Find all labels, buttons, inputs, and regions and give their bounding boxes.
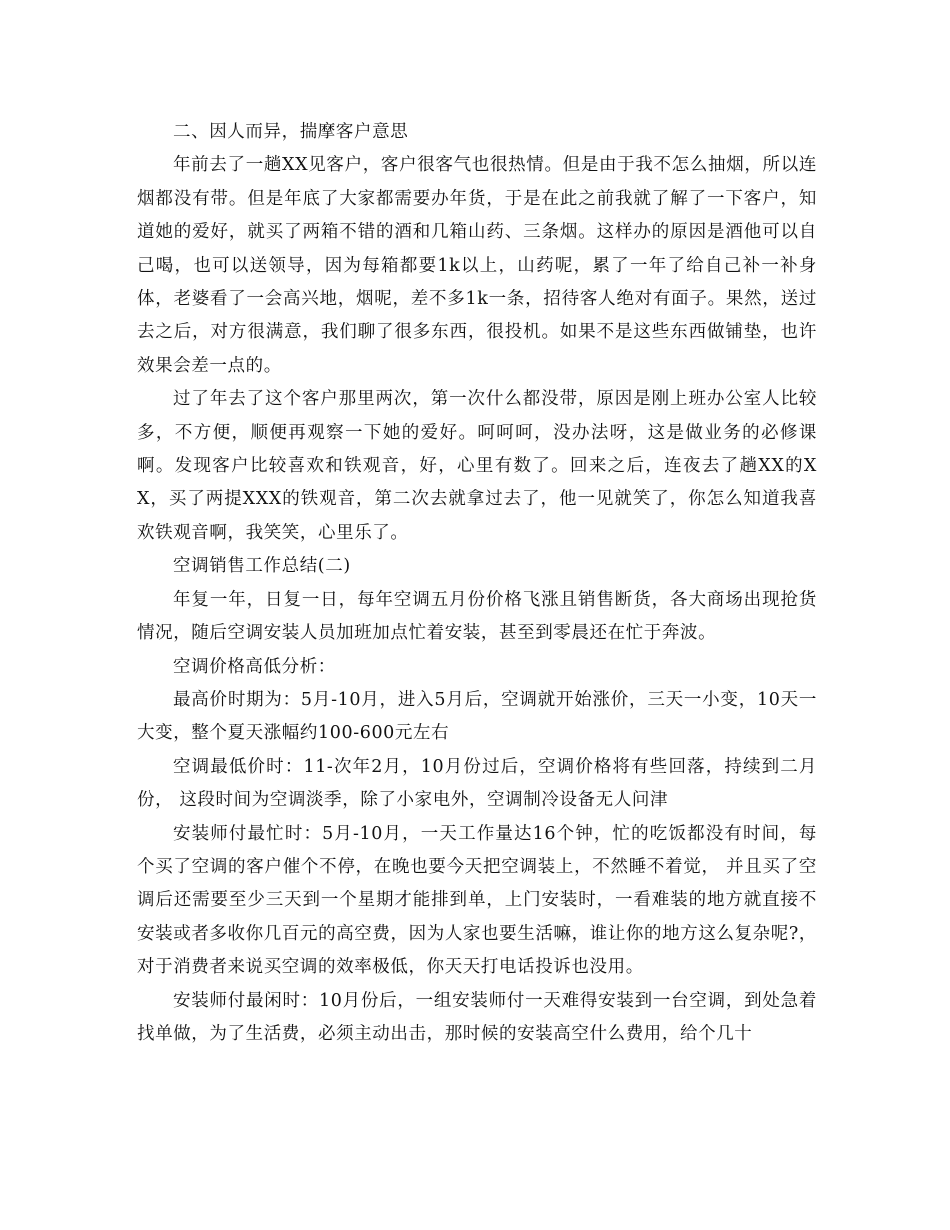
body-paragraph: 空调最低价时：11-次年2月，10月份过后，空调价格将有些回落，持续到二月份， 这段时间为空调淡季，除了小家电外，空调制冷设备无人问津 [137, 756, 817, 811]
section-heading-paragraph: 二、因人而异，揣摩客户意思 [173, 122, 409, 142]
subheading-paragraph: 空调价格高低分析： [173, 656, 336, 677]
body-paragraph: 年前去了一趟XX见客户，客户很客气也很热情。但是由于我不怎么抽烟，所以连烟都没有带。但是年底了大家都需要办年货，于是在此之前我就了解了一下客户，知道她的爱好，就买了两箱不错的酒和几箱山药、三条烟。这样办的原因是酒他可以自己喝，也可以送领导，因为每箱都要1k以上，山药呢，累了一年了给自己补一补身体，老婆看了一会高兴地，烟呢，差不多1k一条，招待客人绝对有面子。果然，送过去之后，对方很满意，我们聊了很多东西，很投机。如果不是这些东西做铺垫，也许效果会差一点的。 [137, 155, 817, 376]
body-paragraph: 年复一年，日复一日，每年空调五月份价格飞涨且销售断货，各大商场出现抢货情况，随后空调安装人员加班加点忙着安装，甚至到零晨还在忙于奔波。 [137, 589, 817, 644]
body-paragraph: 过了年去了这个客户那里两次，第一次什么都没带，原因是刚上班办公室人比较多，不方便，顺便再观察一下她的爱好。呵呵呵，没办法呀，这是做业务的必修课啊。发现客户比较喜欢和铁观音，好，心里有数了。回来之后，连夜去了趟XX的XX，买了两提XXX的铁观音，第二次去就拿过去了，他一见就笑了，你怎么知道我喜欢铁观音啊，我笑笑，心里乐了。 [137, 389, 817, 543]
body-paragraph: 最高价时期为：5月-10月，进入5月后，空调就开始涨价，三天一小变，10天一大变，整个夏天涨幅约100-600元左右 [137, 689, 817, 744]
document-body [137, 116, 817, 1051]
body-paragraph: 安装师付最忙时：5月-10月，一天工作量达16个钟，忙的吃饭都没有时间，每个买了空调的客户催个不停，在晚也要今天把空调装上，不然睡不着觉， 并且买了空调后还需要至少三天到一个星期才能排到单，上门安装时，一看难装的地方就直接不安装或者多收你几百元的高空费，因为人家也要生活嘛，谁让你的地方这么复杂呢?，对于消费者来说买空调的效率极低，你天天打电话投诉也没用。 [137, 823, 817, 978]
section-title-paragraph: 空调销售工作总结(二) [173, 556, 351, 577]
body-paragraph: 安装师付最闲时：10月份后，一组安装师付一天难得安装到一台空调，到处急着找单做，为了生活费，必须主动出击，那时候的安装高空什么费用，给个几十 [137, 990, 817, 1044]
